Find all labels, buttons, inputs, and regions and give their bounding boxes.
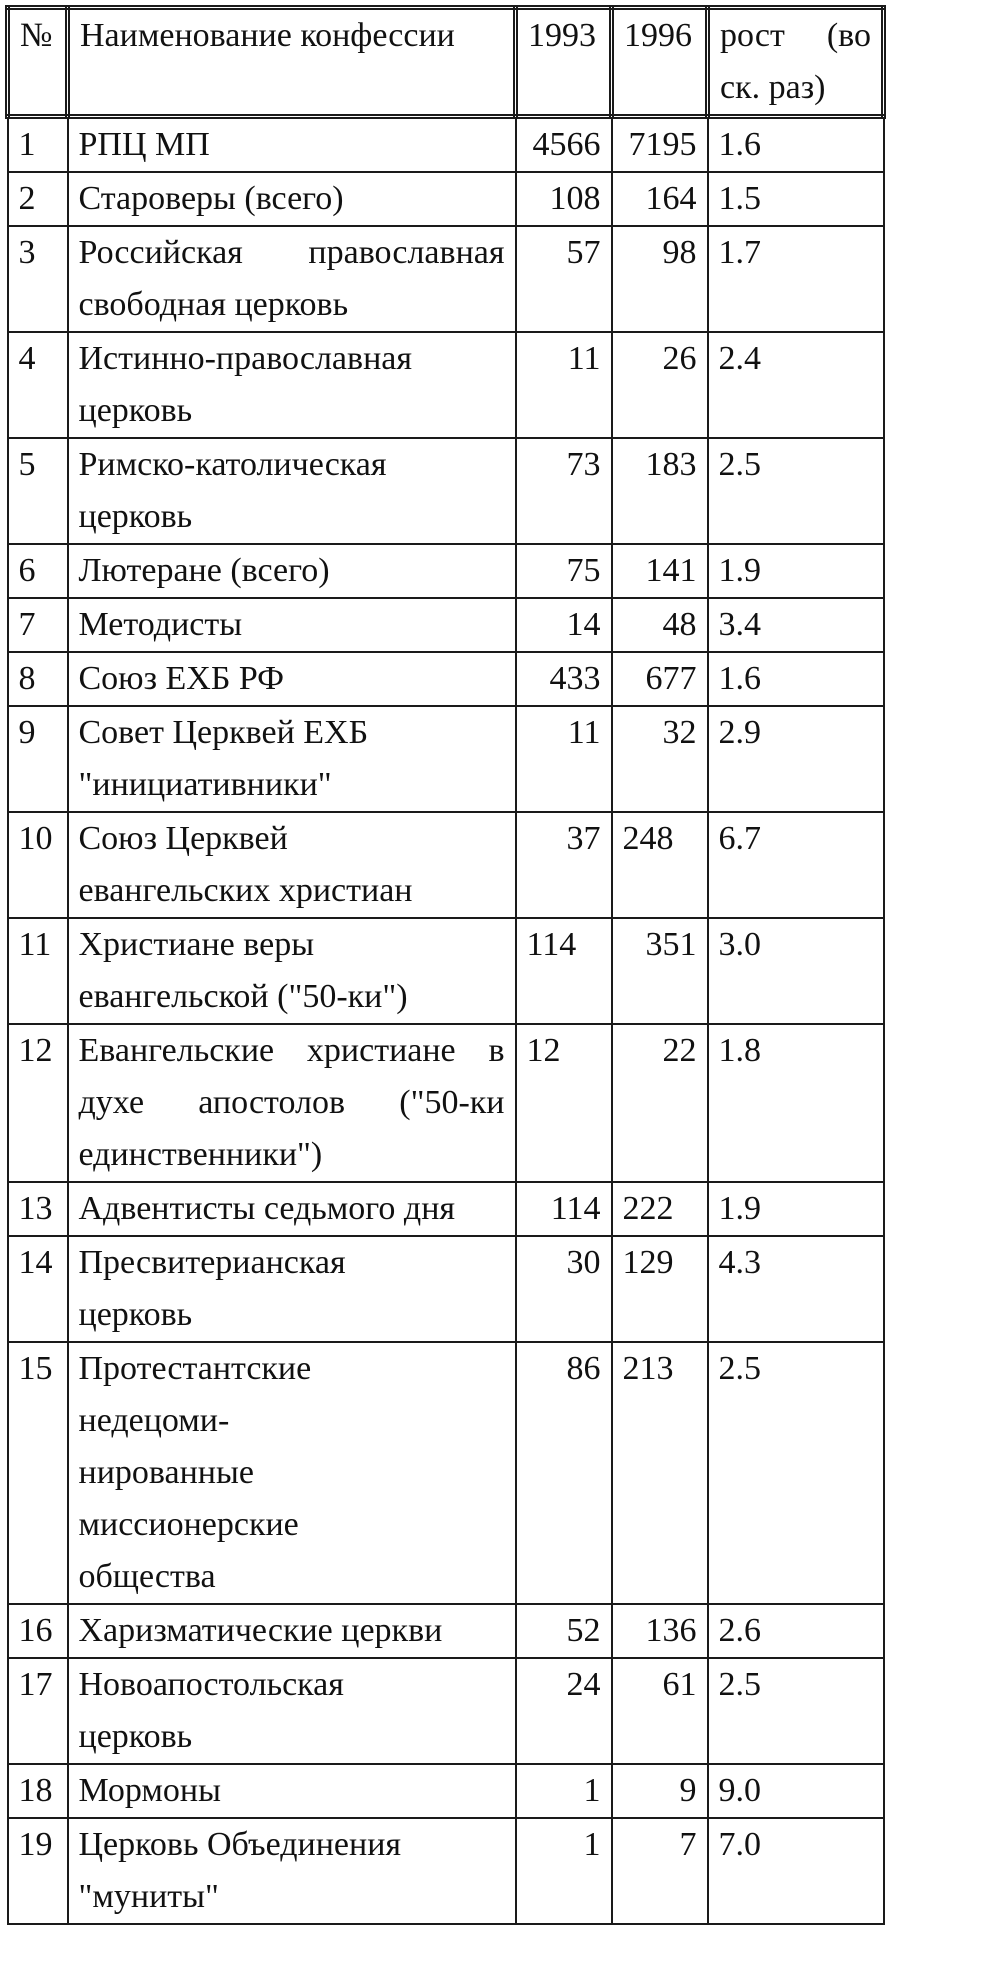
table-row	[8, 1236, 884, 1342]
row-1996: 141	[612, 544, 708, 598]
row-name-line: церковь	[78, 1718, 193, 1755]
row-1993: 57	[516, 226, 612, 332]
table-row	[8, 706, 884, 812]
row-name	[68, 1658, 516, 1764]
row-name	[68, 332, 516, 438]
row-1993: 14	[516, 598, 612, 652]
row-name	[68, 117, 516, 173]
row-name-line: церковь	[78, 392, 193, 429]
row-1996: 9	[612, 1764, 708, 1818]
table-row	[8, 172, 884, 226]
table-row	[8, 117, 884, 173]
row-growth: 6.7	[708, 812, 884, 918]
row-1993: 1	[516, 1764, 612, 1818]
row-1996: 7195	[612, 117, 708, 173]
row-num: 6	[8, 544, 68, 598]
row-name-line: Российская православная	[78, 234, 505, 271]
header-growth	[708, 8, 884, 117]
row-num: 18	[8, 1764, 68, 1818]
row-num: 3	[8, 226, 68, 332]
row-num: 10	[8, 812, 68, 918]
row-name-line: Церковь Объединения	[78, 1826, 402, 1863]
row-num: 15	[8, 1342, 68, 1604]
row-name-line: церковь	[78, 1296, 193, 1333]
header-growth-paren: (во	[826, 17, 871, 54]
row-1993: 30	[516, 1236, 612, 1342]
row-growth: 2.5	[708, 1658, 884, 1764]
row-growth: 1.6	[708, 652, 884, 706]
row-name-line: РПЦ МП	[78, 126, 210, 163]
row-growth: 3.4	[708, 598, 884, 652]
row-num: 4	[8, 332, 68, 438]
row-1993: 24	[516, 1658, 612, 1764]
row-name-line: "инициативники"	[78, 766, 332, 803]
header-growth-word: рост	[720, 17, 785, 54]
table-header-row	[8, 8, 884, 117]
row-name-line: Адвентисты седьмого дня	[78, 1190, 456, 1227]
row-name-line: общества	[78, 1558, 216, 1595]
table-row	[8, 1658, 884, 1764]
row-name-line: Протестантские	[78, 1350, 312, 1387]
row-1996: 222	[612, 1182, 708, 1236]
row-1996: 183	[612, 438, 708, 544]
row-1996: 26	[612, 332, 708, 438]
row-1993: 114	[516, 1182, 612, 1236]
row-name	[68, 226, 516, 332]
row-num: 12	[8, 1024, 68, 1182]
row-num: 14	[8, 1236, 68, 1342]
row-1996: 136	[612, 1604, 708, 1658]
row-name-line: "муниты"	[78, 1878, 219, 1915]
row-growth: 1.5	[708, 172, 884, 226]
row-name	[68, 652, 516, 706]
row-growth: 7.0	[708, 1818, 884, 1924]
table-row	[8, 1342, 884, 1604]
row-growth: 2.5	[708, 438, 884, 544]
row-num: 7	[8, 598, 68, 652]
row-growth: 2.9	[708, 706, 884, 812]
row-1993: 108	[516, 172, 612, 226]
row-num: 5	[8, 438, 68, 544]
row-name	[68, 438, 516, 544]
row-growth: 9.0	[708, 1764, 884, 1818]
table-row	[8, 812, 884, 918]
row-name-line: Союз Церквей	[78, 820, 288, 857]
row-name-line: Союз ЕХБ РФ	[78, 660, 285, 697]
row-growth: 3.0	[708, 918, 884, 1024]
row-1996: 7	[612, 1818, 708, 1924]
row-num: 16	[8, 1604, 68, 1658]
row-name	[68, 1024, 516, 1182]
row-1993: 73	[516, 438, 612, 544]
row-name	[68, 544, 516, 598]
row-name-line: миссионерские	[78, 1506, 299, 1543]
row-1993: 75	[516, 544, 612, 598]
row-1996: 248	[612, 812, 708, 918]
row-name	[68, 1182, 516, 1236]
row-1993: 12	[516, 1024, 612, 1182]
row-name	[68, 918, 516, 1024]
table-row	[8, 332, 884, 438]
row-1993: 52	[516, 1604, 612, 1658]
row-name-line: Харизматические церкви	[78, 1612, 443, 1649]
row-growth: 2.4	[708, 332, 884, 438]
row-1993: 4566	[516, 117, 612, 173]
row-growth: 4.3	[708, 1236, 884, 1342]
row-name-line: Методисты	[78, 606, 243, 643]
row-name	[68, 1604, 516, 1658]
header-num: №	[8, 8, 68, 117]
table-row	[8, 544, 884, 598]
row-name-line: Совет Церквей ЕХБ	[78, 714, 369, 751]
row-1996: 48	[612, 598, 708, 652]
table-row	[8, 438, 884, 544]
row-growth: 1.9	[708, 1182, 884, 1236]
header-name: Наименование конфессии	[68, 8, 516, 117]
row-name-line: Пресвитерианская	[78, 1244, 346, 1281]
row-growth: 2.5	[708, 1342, 884, 1604]
table-row	[8, 1764, 884, 1818]
row-name	[68, 598, 516, 652]
row-name	[68, 1236, 516, 1342]
row-name-line: Лютеране (всего)	[78, 552, 330, 589]
row-1996: 677	[612, 652, 708, 706]
row-num: 8	[8, 652, 68, 706]
row-num: 1	[8, 117, 68, 173]
table-row	[8, 226, 884, 332]
row-1993: 114	[516, 918, 612, 1024]
row-1996: 351	[612, 918, 708, 1024]
row-name-line: Христиане веры	[78, 926, 315, 963]
row-name-line: свободная церковь	[78, 286, 349, 323]
row-name-line: нированные	[78, 1454, 254, 1491]
row-name-line: единственники")	[78, 1136, 323, 1173]
table-row	[8, 1182, 884, 1236]
row-1996: 22	[612, 1024, 708, 1182]
row-1996: 129	[612, 1236, 708, 1342]
table-row	[8, 598, 884, 652]
row-1996: 61	[612, 1658, 708, 1764]
row-name-line: духе апостолов ("50-ки	[78, 1084, 505, 1121]
row-growth: 1.9	[708, 544, 884, 598]
row-1993: 1	[516, 1818, 612, 1924]
header-growth-line2: ск. раз)	[720, 69, 826, 106]
row-num: 9	[8, 706, 68, 812]
row-1996: 213	[612, 1342, 708, 1604]
row-num: 11	[8, 918, 68, 1024]
row-num: 17	[8, 1658, 68, 1764]
row-1993: 86	[516, 1342, 612, 1604]
header-1993: 1993	[516, 8, 612, 117]
row-name-line: евангельских христиан	[78, 872, 413, 909]
row-growth: 1.8	[708, 1024, 884, 1182]
row-name-line: Мормоны	[78, 1772, 221, 1809]
row-name-line: Истинно-православная	[78, 340, 412, 377]
row-name	[68, 1342, 516, 1604]
row-name-line: церковь	[78, 498, 193, 535]
row-num: 2	[8, 172, 68, 226]
row-1993: 37	[516, 812, 612, 918]
row-name	[68, 1764, 516, 1818]
table-row	[8, 918, 884, 1024]
row-name	[68, 812, 516, 918]
row-num: 13	[8, 1182, 68, 1236]
row-name-line: Римско-католическая	[78, 446, 387, 483]
table-body	[8, 117, 884, 1925]
row-name-line: недецоми-	[78, 1402, 230, 1439]
row-1993: 11	[516, 706, 612, 812]
row-num: 19	[8, 1818, 68, 1924]
header-1996: 1996	[612, 8, 708, 117]
row-name	[68, 706, 516, 812]
table-row	[8, 652, 884, 706]
table-row	[8, 1604, 884, 1658]
row-growth: 1.6	[708, 117, 884, 173]
row-growth: 2.6	[708, 1604, 884, 1658]
table-row	[8, 1818, 884, 1924]
confessions-table	[5, 5, 886, 1925]
row-name-line: Новоапостольская	[78, 1666, 344, 1703]
row-name-line: Староверы (всего)	[78, 180, 344, 217]
row-name	[68, 1818, 516, 1924]
row-name-line: Евангельские христиане в	[78, 1032, 505, 1069]
row-name	[68, 172, 516, 226]
row-1996: 32	[612, 706, 708, 812]
row-1993: 11	[516, 332, 612, 438]
table-row	[8, 1024, 884, 1182]
row-growth: 1.7	[708, 226, 884, 332]
row-name-line: евангельской ("50-ки")	[78, 978, 408, 1015]
row-1996: 164	[612, 172, 708, 226]
row-1993: 433	[516, 652, 612, 706]
row-1996: 98	[612, 226, 708, 332]
